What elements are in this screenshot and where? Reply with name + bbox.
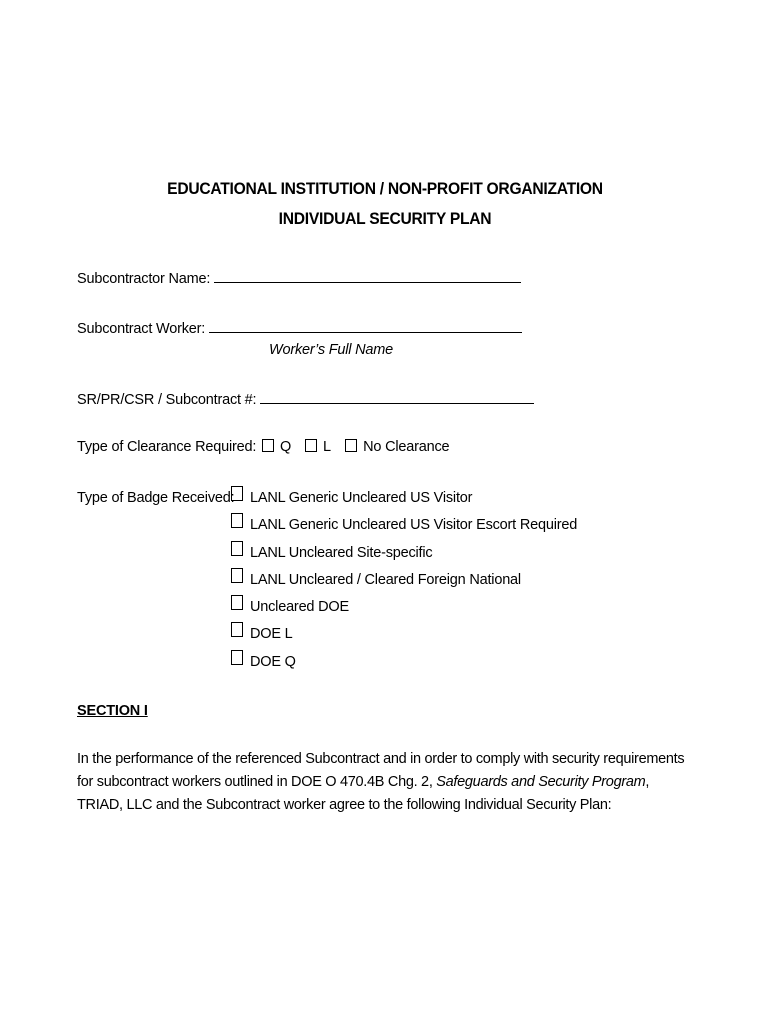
badge-checkbox[interactable]	[231, 568, 243, 583]
badge-checkbox[interactable]	[231, 541, 243, 556]
badge-checkbox[interactable]	[231, 513, 243, 528]
badge-option	[231, 622, 577, 649]
section-heading: SECTION I	[77, 703, 148, 719]
section-paragraph	[77, 748, 687, 817]
clearance-q-checkbox[interactable]	[262, 439, 274, 452]
clearance-l-label: L	[322, 439, 331, 455]
clearance-none-label: No Clearance	[363, 439, 450, 455]
badge-option-label: LANL Generic Uncleared US Visitor Escort Required	[250, 517, 578, 534]
subcontract-worker-row	[77, 318, 522, 337]
sr-number-field[interactable]	[260, 389, 534, 404]
badge-checkbox[interactable]	[231, 622, 243, 637]
badge-option	[231, 595, 577, 622]
subcontractor-name-field[interactable]	[214, 268, 521, 283]
badge-option	[231, 541, 577, 568]
badge-checkbox[interactable]	[231, 595, 243, 610]
badge-option	[231, 486, 577, 513]
badge-option-label: LANL Uncleared / Cleared Foreign National	[250, 571, 521, 588]
badge-option-label: LANL Generic Uncleared US Visitor	[250, 490, 473, 506]
badge-checkbox[interactable]	[231, 650, 243, 665]
clearance-q-label: Q	[280, 439, 292, 455]
document-title-line2: INDIVIDUAL SECURITY PLAN	[278, 209, 492, 228]
clearance-row	[77, 439, 449, 455]
clearance-label: Type of Clearance Required:	[77, 439, 257, 455]
badge-option	[231, 513, 577, 540]
badge-option-label: LANL Uncleared Site-specific	[250, 544, 433, 561]
badge-option	[231, 568, 577, 595]
paragraph-text-part2: , TRIAD, LLC and the Subcontract worker agree to the following Individual Security Plan:	[77, 774, 650, 813]
subcontract-worker-label: Subcontract Worker:	[77, 321, 206, 337]
sr-number-row	[77, 389, 534, 408]
badge-option-label: Uncleared DOE	[250, 599, 349, 616]
worker-full-name-caption: Worker’s Full Name	[269, 342, 393, 358]
badge-label: Type of Badge Received:	[77, 490, 235, 506]
clearance-l-checkbox[interactable]	[305, 439, 317, 452]
subcontractor-name-label: Subcontractor Name:	[77, 271, 211, 287]
badge-checkbox[interactable]	[231, 486, 243, 501]
clearance-none-checkbox[interactable]	[345, 439, 357, 452]
badge-option	[231, 650, 577, 677]
badge-options-list	[231, 486, 577, 677]
subcontractor-name-row	[77, 268, 521, 287]
sr-number-label: SR/PR/CSR / Subcontract #:	[77, 392, 257, 408]
subcontract-worker-field[interactable]	[209, 318, 522, 333]
badge-option-label: DOE L	[250, 626, 293, 643]
badge-option-label: DOE Q	[250, 653, 296, 670]
paragraph-italic-title: Safeguards and Security Program	[436, 774, 646, 790]
paragraph-text-part1: In the performance of the referenced Subcontract and in order to comply with security requirements for subcontract workers outlined in DOE O 470.4B Chg. 2,	[77, 751, 685, 790]
document-title-line1: EDUCATIONAL INSTITUTION / NON-PROFIT ORGANIZATION	[167, 179, 603, 198]
